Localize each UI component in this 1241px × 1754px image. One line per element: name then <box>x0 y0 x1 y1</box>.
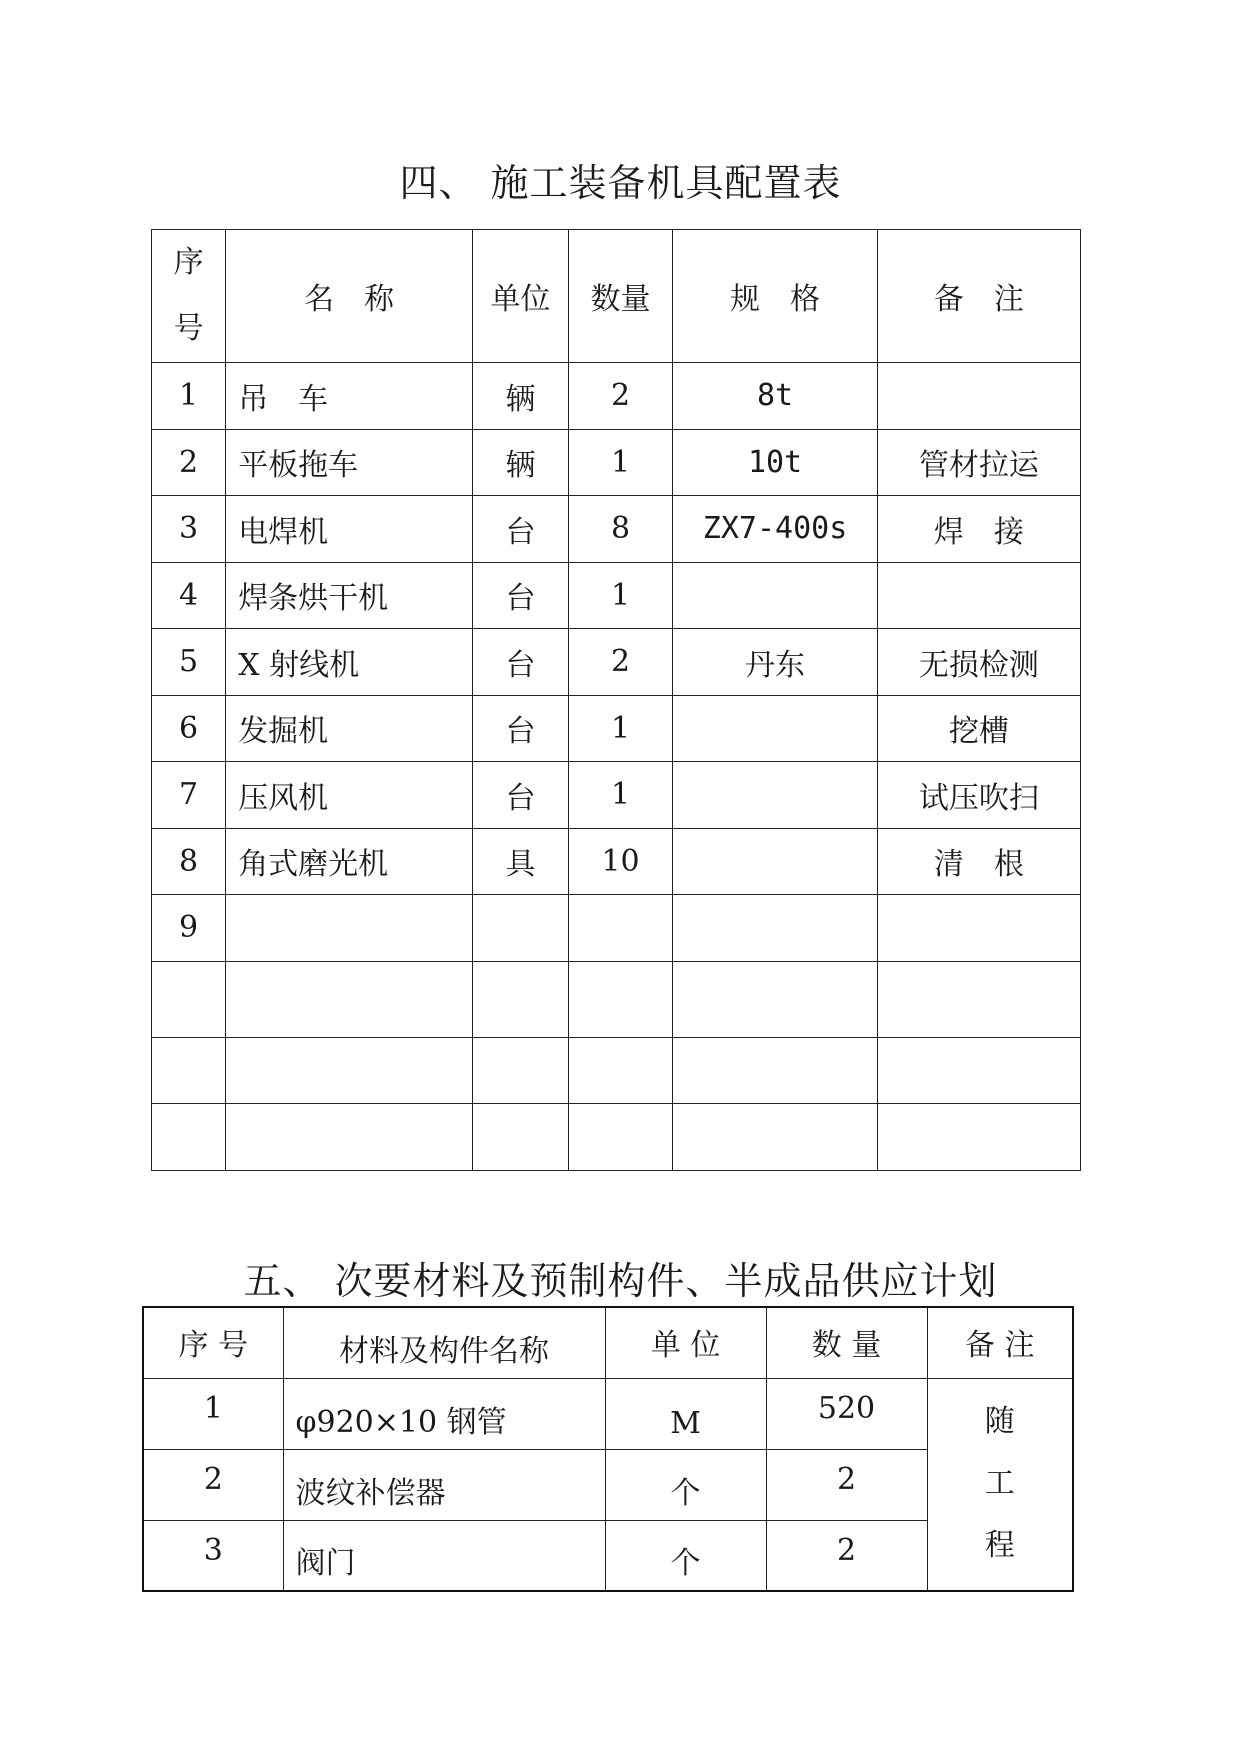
cell-unit: 个 <box>605 1520 766 1591</box>
equipment-header-row <box>152 230 1081 363</box>
table-row <box>152 629 1081 696</box>
cell-qty: 1 <box>568 695 673 762</box>
cell-remark <box>877 562 1080 629</box>
cell-remark: 清 根 <box>877 828 1080 895</box>
cell-qty: 2 <box>766 1520 927 1591</box>
cell-name: 角式磨光机 <box>226 828 473 895</box>
cell-qty: 1 <box>568 762 673 829</box>
empty-row <box>152 1037 1081 1104</box>
header-qty: 数 量 <box>766 1307 927 1378</box>
empty-cell <box>226 961 473 1037</box>
cell-unit: 个 <box>605 1449 766 1520</box>
empty-cell <box>226 1037 473 1104</box>
header-name: 材料及构件名称 <box>283 1307 605 1378</box>
cell-spec: 丹东 <box>673 629 877 696</box>
equipment-table-title: 四、 施工装备机具配置表 <box>399 161 842 205</box>
empty-cell <box>152 1104 226 1171</box>
cell-name: 阀门 <box>283 1520 605 1591</box>
cell-name: 平板拖车 <box>226 429 473 496</box>
header-qty: 数量 <box>568 230 673 363</box>
cell-seq: 9 <box>152 895 226 962</box>
cell-spec <box>673 695 877 762</box>
cell-name: 波纹补偿器 <box>283 1449 605 1520</box>
empty-cell <box>673 1037 877 1104</box>
header-seq-bottom: 号 <box>173 311 204 346</box>
empty-cell <box>673 961 877 1037</box>
cell-qty <box>568 895 673 962</box>
cell-seq: 2 <box>143 1449 283 1520</box>
empty-cell <box>568 1104 673 1171</box>
equipment-table <box>151 229 1081 1171</box>
table-row <box>152 762 1081 829</box>
cell-qty: 10 <box>568 828 673 895</box>
header-remark: 备 注 <box>877 230 1080 363</box>
cell-unit: 台 <box>473 629 569 696</box>
materials-header-row <box>143 1307 1073 1378</box>
cell-spec <box>673 895 877 962</box>
empty-cell <box>473 961 569 1037</box>
header-name: 名 称 <box>226 230 473 363</box>
cell-name: 压风机 <box>226 762 473 829</box>
materials-table <box>142 1306 1074 1592</box>
table-row <box>152 562 1081 629</box>
cell-qty: 8 <box>568 496 673 563</box>
empty-cell <box>877 1104 1080 1171</box>
header-remark: 备 注 <box>927 1307 1073 1378</box>
cell-spec <box>673 762 877 829</box>
cell-seq: 3 <box>152 496 226 563</box>
remark-char: 程 <box>984 1528 1015 1564</box>
cell-name: 发掘机 <box>226 695 473 762</box>
empty-cell <box>152 1037 226 1104</box>
header-seq: 序 号 <box>143 1307 283 1378</box>
empty-cell <box>673 1104 877 1171</box>
table-row <box>152 828 1081 895</box>
cell-unit: M <box>605 1378 766 1449</box>
header-seq <box>152 230 226 363</box>
cell-seq: 2 <box>152 429 226 496</box>
cell-qty: 2 <box>568 629 673 696</box>
cell-seq: 1 <box>152 363 226 430</box>
cell-unit: 具 <box>473 828 569 895</box>
cell-qty: 2 <box>568 363 673 430</box>
table-row <box>152 695 1081 762</box>
table-row <box>152 895 1081 962</box>
cell-remark <box>877 363 1080 430</box>
cell-name <box>226 895 473 962</box>
cell-name: X 射线机 <box>226 629 473 696</box>
cell-qty: 1 <box>568 429 673 496</box>
cell-remark: 挖槽 <box>877 695 1080 762</box>
cell-seq: 3 <box>143 1520 283 1591</box>
empty-cell <box>226 1104 473 1171</box>
empty-row <box>152 961 1081 1037</box>
header-seq-top: 序 <box>173 245 204 280</box>
cell-name: φ920×10 钢管 <box>283 1378 605 1449</box>
header-unit: 单 位 <box>605 1307 766 1378</box>
remark-char: 随 <box>984 1404 1015 1440</box>
cell-unit: 台 <box>473 762 569 829</box>
cell-remark: 焊 接 <box>877 496 1080 563</box>
cell-seq: 6 <box>152 695 226 762</box>
cell-seq: 4 <box>152 562 226 629</box>
cell-seq: 7 <box>152 762 226 829</box>
cell-unit: 辆 <box>473 363 569 430</box>
empty-cell <box>877 1037 1080 1104</box>
cell-remark: 管材拉运 <box>877 429 1080 496</box>
table-row <box>152 363 1081 430</box>
header-spec: 规 格 <box>673 230 877 363</box>
empty-cell <box>473 1104 569 1171</box>
cell-spec <box>673 562 877 629</box>
cell-unit: 辆 <box>473 429 569 496</box>
remark-cell <box>927 1378 1073 1591</box>
cell-seq: 1 <box>143 1378 283 1449</box>
cell-unit: 台 <box>473 562 569 629</box>
cell-spec: 10t <box>673 429 877 496</box>
cell-remark: 无损检测 <box>877 629 1080 696</box>
cell-remark <box>877 895 1080 962</box>
empty-cell <box>568 1037 673 1104</box>
cell-spec <box>673 828 877 895</box>
empty-cell <box>877 961 1080 1037</box>
cell-seq: 5 <box>152 629 226 696</box>
cell-remark: 试压吹扫 <box>877 762 1080 829</box>
cell-qty: 2 <box>766 1449 927 1520</box>
cell-qty: 520 <box>766 1378 927 1449</box>
cell-unit <box>473 895 569 962</box>
cell-name: 焊条烘干机 <box>226 562 473 629</box>
header-unit: 单位 <box>473 230 569 363</box>
cell-seq: 8 <box>152 828 226 895</box>
table-row <box>152 496 1081 563</box>
empty-cell <box>473 1037 569 1104</box>
cell-spec: 8t <box>673 363 877 430</box>
cell-qty: 1 <box>568 562 673 629</box>
cell-unit: 台 <box>473 496 569 563</box>
cell-spec: ZX7-400s <box>673 496 877 563</box>
cell-name: 吊 车 <box>226 363 473 430</box>
cell-name: 电焊机 <box>226 496 473 563</box>
empty-cell <box>152 961 226 1037</box>
materials-table-title: 五、 次要材料及预制构件、半成品供应计划 <box>243 1259 998 1303</box>
empty-cell <box>568 961 673 1037</box>
cell-unit: 台 <box>473 695 569 762</box>
table-row <box>143 1378 1073 1449</box>
remark-char: 工 <box>984 1466 1015 1502</box>
table-row <box>152 429 1081 496</box>
empty-row <box>152 1104 1081 1171</box>
